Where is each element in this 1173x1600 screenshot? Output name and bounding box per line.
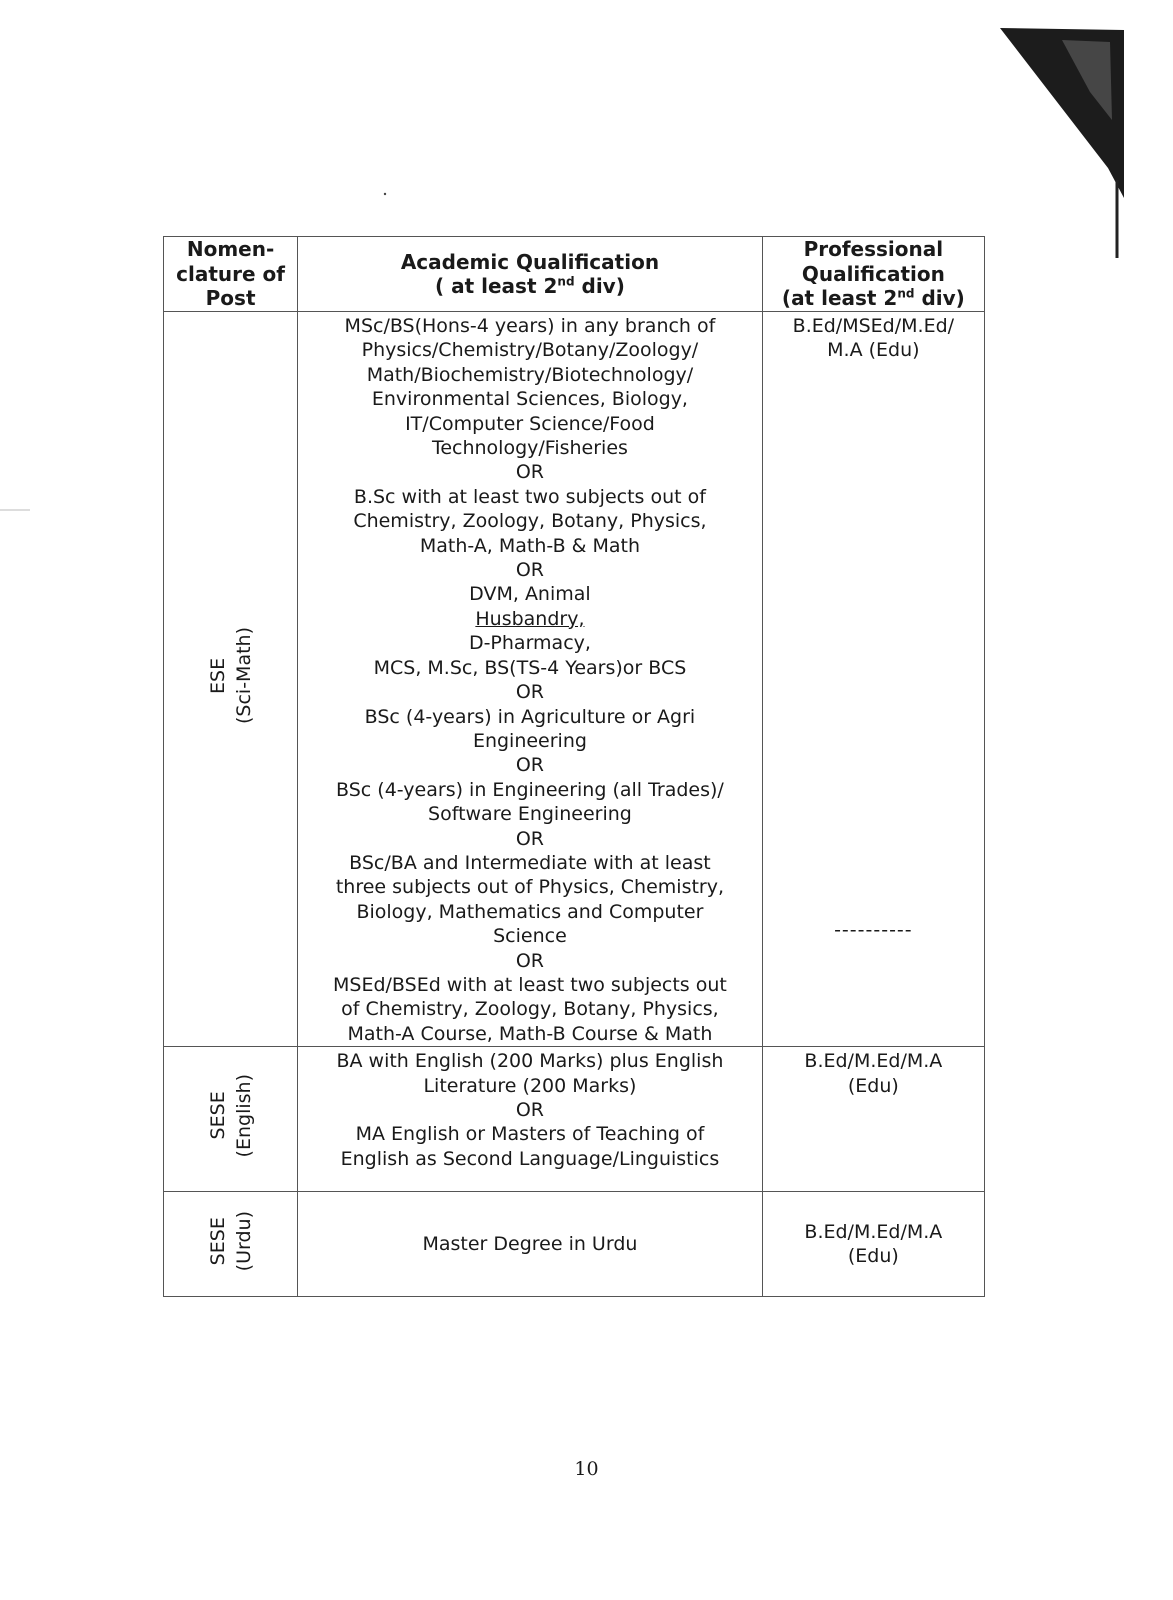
qualification-line: Biology, Mathematics and Computer [356, 900, 704, 923]
header-post-line: clature of [176, 261, 285, 286]
qualification-text: DVM, Animal [469, 583, 591, 606]
header-academic-line [298, 274, 762, 299]
header-professional-line [763, 286, 984, 311]
header-professional-text: (at least 2 [781, 286, 898, 311]
or-separator: OR [515, 827, 545, 850]
post-name-rotated [205, 627, 257, 724]
qualification-line: BSc/BA and Intermediate with at least [349, 851, 711, 874]
qualification-line: Master Degree in Urdu [422, 1232, 638, 1255]
post-name: SESE [206, 1091, 229, 1141]
professional-line: M.A (Edu) [827, 339, 920, 362]
qualification-line: Math-A, Math-B & Math [419, 534, 641, 557]
post-cell [164, 312, 298, 1047]
or-separator: OR [515, 461, 545, 484]
header-academic-text: div) [574, 274, 625, 298]
table-header-row [164, 237, 985, 312]
professional-line: B.Ed/M.Ed/M.A [804, 1050, 943, 1073]
qualification-line: MCS, M.Sc, BS(TS-4 Years)or BCS [373, 656, 687, 679]
professional-not-applicable-dash: ---------- [834, 919, 913, 941]
post-name-rotated [205, 1074, 257, 1157]
professional-line: B.Ed/MSEd/M.Ed/ [792, 315, 955, 337]
qualification-line: Physics/Chemistry/Botany/Zoology/ [361, 339, 699, 362]
professional-cell [762, 1192, 984, 1297]
qualification-line: Math/Biochemistry/Biotechnology/ [366, 363, 694, 386]
header-professional-sup: nd [897, 286, 915, 301]
qualification-line: MSc/BS(Hons-4 years) in any branch of [344, 315, 716, 337]
academic-qualification-list [298, 314, 762, 1046]
qualification-line: B.Sc with at least two subjects out of [353, 485, 706, 508]
header-post [164, 237, 298, 312]
qualification-line: BSc (4-years) in Agriculture or Agri [364, 705, 696, 728]
qualification-line: Math-A Course, Math-B Course & Math [347, 1022, 713, 1045]
table-row-sese-english [164, 1047, 985, 1192]
post-cell [164, 1192, 298, 1297]
qualification-line: of Chemistry, Zoology, Botany, Physics, [341, 998, 719, 1021]
table-row-sese-urdu [164, 1192, 985, 1297]
qualification-line: BA with English (200 Marks) plus English [336, 1050, 724, 1073]
professional-line: (Edu) [847, 1245, 899, 1268]
professional-line: (Edu) [847, 1074, 899, 1097]
professional-cell [762, 312, 984, 1047]
qualification-line: Environmental Sciences, Biology, [371, 388, 688, 411]
qualification-text-underlined: Husbandry, [475, 607, 585, 630]
post-name-rotated [205, 1211, 257, 1271]
qualification-line: Technology/Fisheries [431, 437, 628, 460]
header-post-line: Nomen- [186, 237, 275, 262]
qualification-line: Chemistry, Zoology, Botany, Physics, [353, 510, 707, 533]
header-academic-line: Academic Qualification [400, 249, 660, 274]
or-separator: OR [515, 754, 545, 777]
or-separator: OR [515, 1099, 545, 1121]
post-cell [164, 1047, 298, 1192]
or-separator: OR [515, 949, 545, 972]
post-subject: (English) [232, 1074, 255, 1158]
professional-line: B.Ed/M.Ed/M.A [804, 1220, 943, 1243]
header-professional-line: Professional [803, 237, 944, 262]
professional-qualification-list [763, 1049, 984, 1098]
qualification-line: three subjects out of Physics, Chemistry, [335, 876, 725, 899]
professional-qualification-list [763, 314, 984, 363]
or-separator: OR [515, 559, 545, 582]
page-number: 10 [574, 1458, 599, 1480]
header-academic-sup: nd [557, 274, 575, 289]
post-subject: (Urdu) [232, 1210, 255, 1272]
qualification-line: Literature (200 Marks) [423, 1074, 637, 1097]
qualification-line: BSc (4-years) in Engineering (all Trades)/ [336, 778, 724, 801]
qualification-line: English as Second Language/Linguistics [340, 1147, 720, 1170]
qualification-line [304, 582, 756, 655]
professional-qualification-list [763, 1220, 984, 1269]
header-academic-text: ( at least 2 [435, 274, 558, 298]
header-professional-line: Qualification [801, 261, 945, 286]
header-academic [298, 237, 763, 312]
header-post-line: Post [205, 286, 256, 311]
qualification-line: IT/Computer Science/Food [405, 412, 655, 435]
post-name: SESE [206, 1216, 229, 1266]
academic-qualification-list [298, 1049, 762, 1171]
qualification-text: D-Pharmacy, [468, 632, 591, 655]
or-separator: OR [515, 681, 545, 704]
qualification-table [163, 236, 985, 1297]
qualification-line: MA English or Masters of Teaching of [355, 1123, 705, 1146]
academic-qualification-list [298, 1232, 762, 1256]
post-subject: (Sci-Math) [232, 627, 255, 725]
qualification-line: Science [493, 925, 567, 948]
qualification-line: MSEd/BSEd with at least two subjects out [333, 973, 727, 996]
qualification-line: Engineering [472, 729, 587, 752]
qualification-line: Software Engineering [428, 803, 632, 826]
academic-cell [298, 1047, 763, 1192]
professional-cell [762, 1047, 984, 1192]
post-name: ESE [206, 657, 229, 694]
academic-cell [298, 1192, 763, 1297]
academic-cell [298, 312, 763, 1047]
table-row-ese-sci-math [164, 312, 985, 1047]
header-professional [762, 237, 984, 312]
header-professional-text: div) [914, 286, 965, 311]
